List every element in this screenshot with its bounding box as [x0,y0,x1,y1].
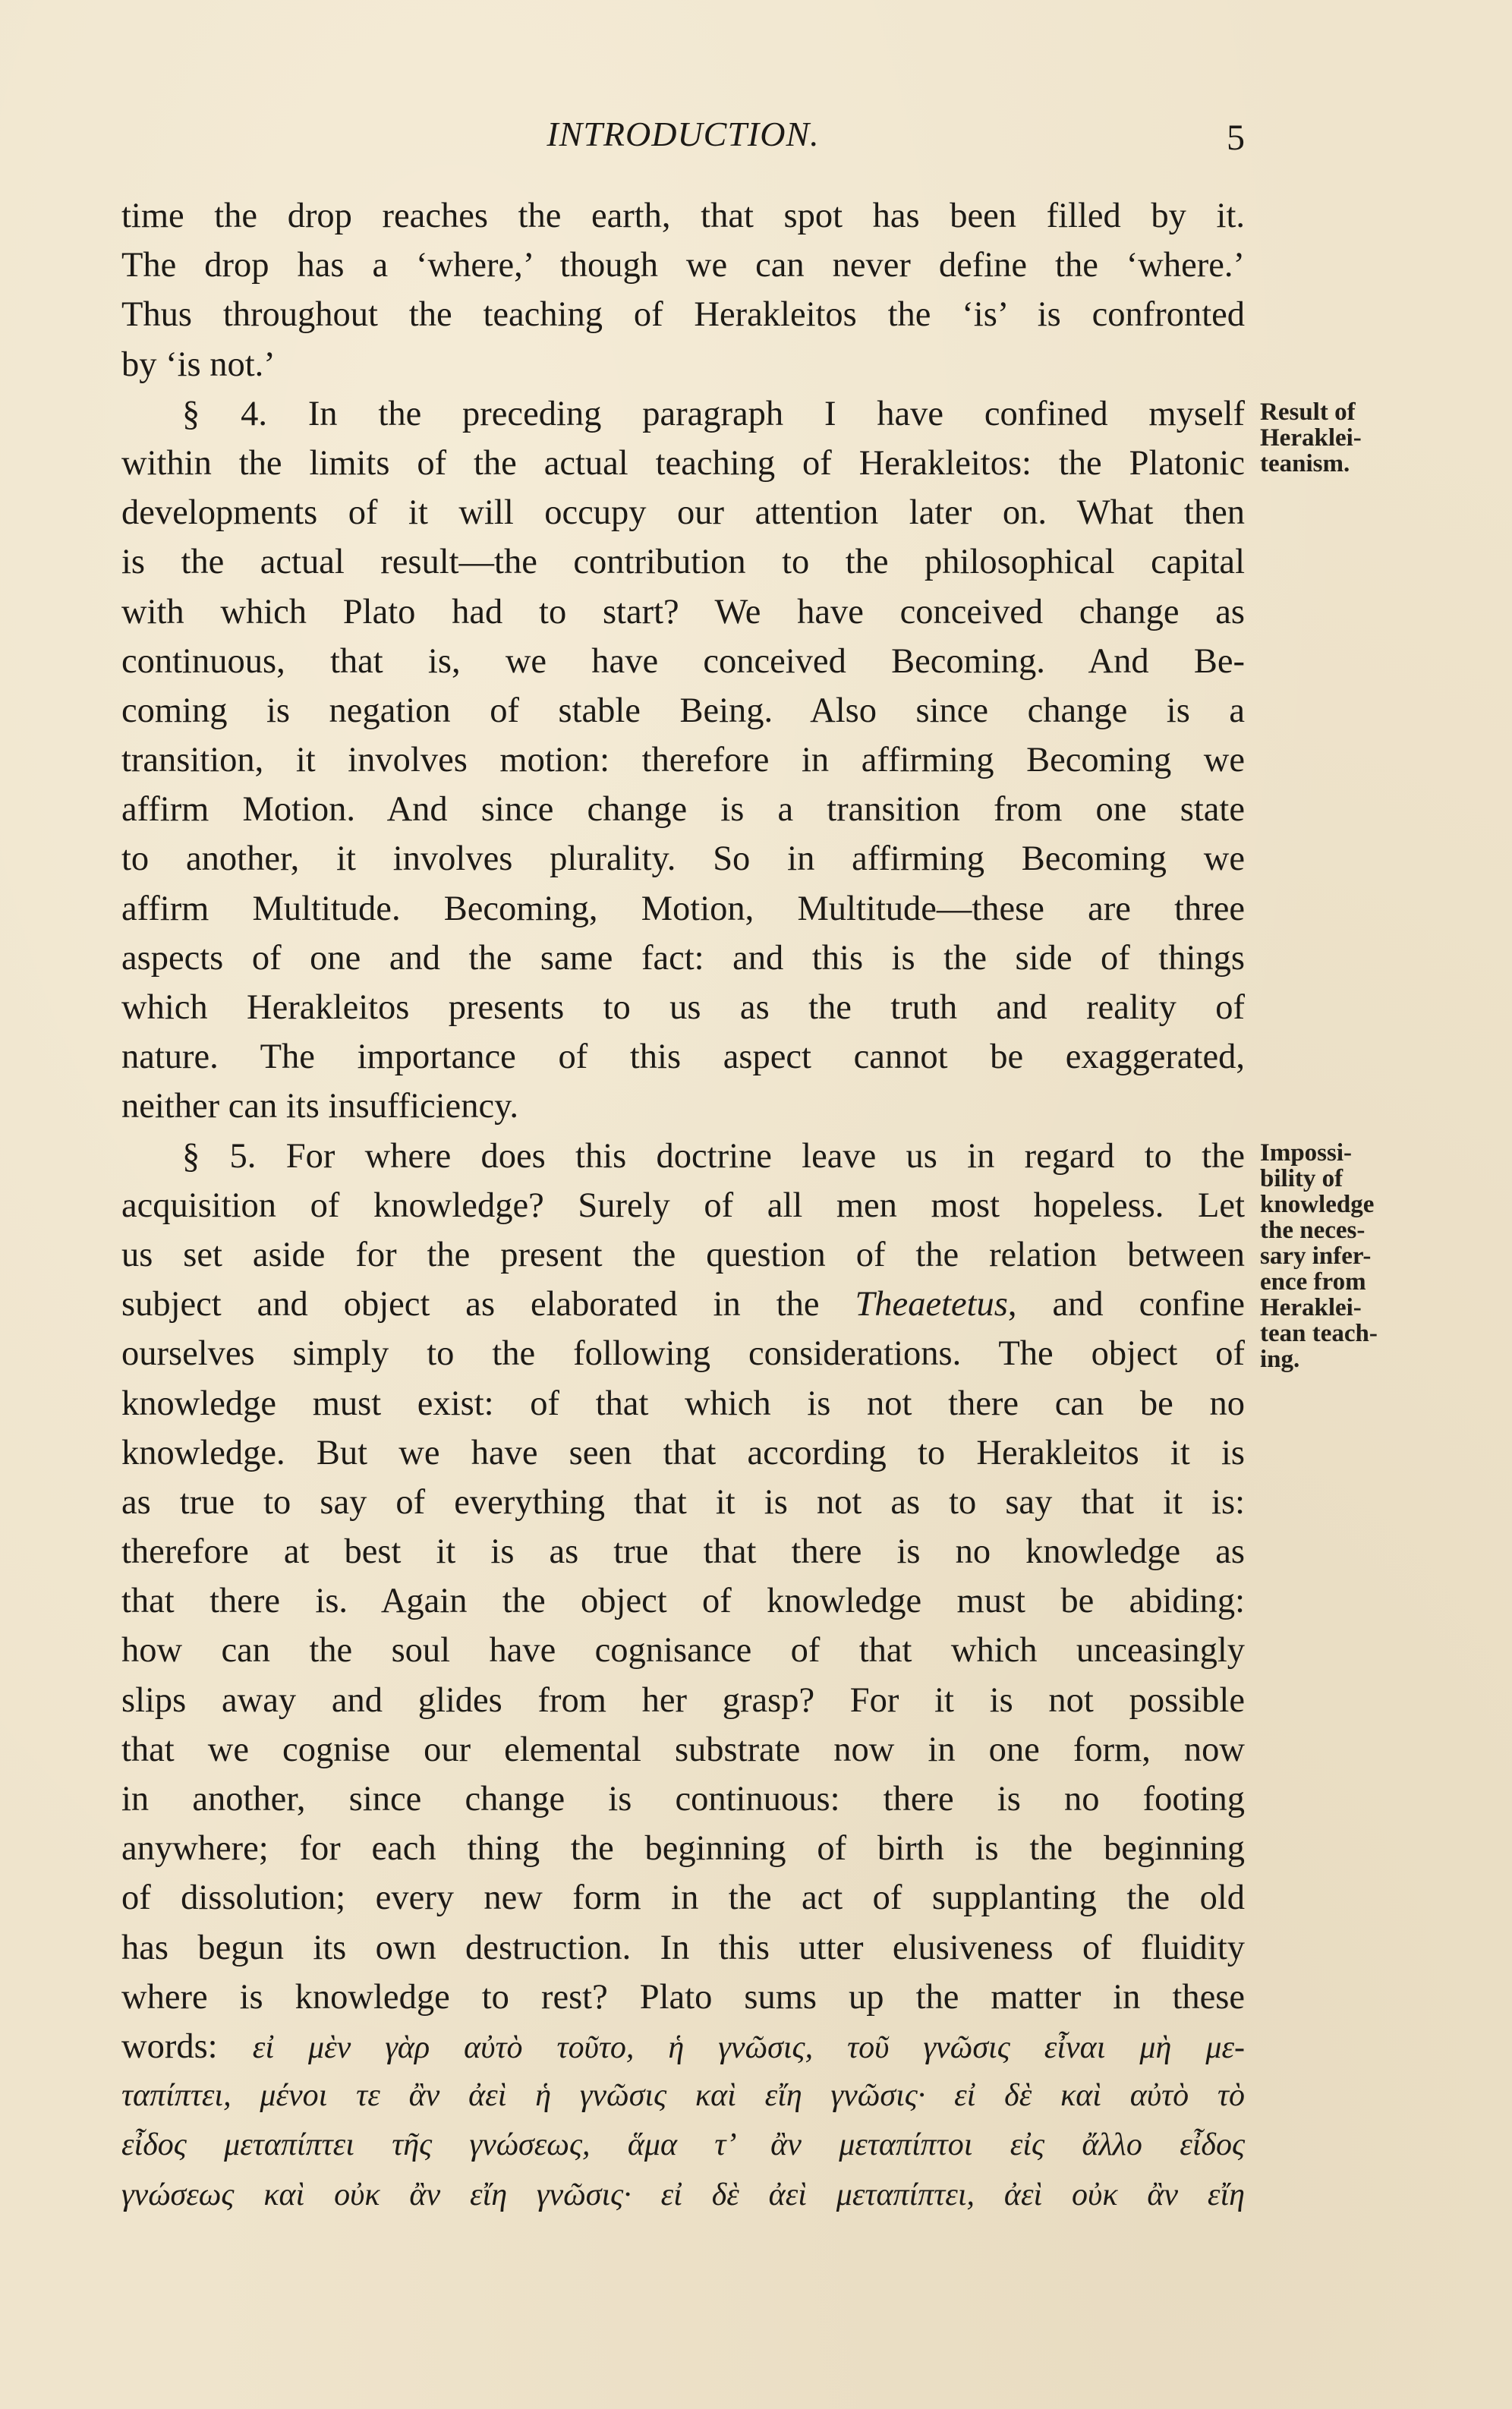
section-4-heading-line: § 4. In the preceding paragraph I have confined myself [182,394,1245,433]
text-line: that there is. Again the object of knowledge must be abiding: [121,1582,1245,1621]
margin-note-line: ence from [1260,1268,1366,1296]
text-line: affirm Motion. And since change is a transition from one state [121,790,1245,830]
text-line: affirm Multitude. Becoming, Motion, Multitude—these are three [121,889,1245,928]
margin-note-line: Result of [1260,398,1356,426]
text-line: within the limits of the actual teaching of Herakleitos: the Platonic [121,443,1245,483]
theaetetus-line [121,1280,1245,1329]
text-line: Thus throughout the teaching of Herakleitos the ‘is’ is confronted [121,295,1245,335]
text-line: aspects of one and the same fact: and this is the side of things [121,938,1245,978]
text-line: to another, it involves plurality. So in affirming Becoming we [121,839,1245,879]
text-line: is the actual result—the contribution to the philosophical capital [121,543,1245,582]
text-line: slips away and glides from her grasp? For it is not possible [121,1680,1245,1720]
greek-quote-line: γνώσεως καὶ οὐκ ἂν εἴη γνῶσις· εἰ δὲ ἀεὶ μεταπίπτει, ἀεὶ οὐκ ἂν εἴη [121,2177,1245,2212]
text-line: acquisition of knowledge? Surely of all men most hopeless. Let [121,1186,1245,1225]
margin-note-line: ing. [1260,1346,1300,1373]
text-line: how can the soul have cognisance of that which unceasingly [121,1631,1245,1671]
text-line: therefore at best it is as true that there is no knowledge as [121,1532,1245,1572]
text-line: in another, since change is continuous: there is no footing [121,1780,1245,1819]
margin-note-line: knowledge [1260,1191,1375,1218]
margin-note-result-of-herakleiteanism [1260,399,1427,477]
text-line: as true to say of everything that it is not as to say that it is: [121,1482,1245,1522]
text-span: subject and object as elaborated in the [121,1285,855,1324]
text-line: where is knowledge to rest? Plato sums up the matter in these [121,1977,1245,2017]
theaetetus-title: Theaetetus [855,1285,1008,1324]
text-line: by ‘is not.’ [121,345,276,384]
margin-note-line: Impossi- [1260,1139,1353,1167]
page-number: 5 [1227,118,1245,158]
text-line: neither can its insufficiency. [121,1087,518,1126]
text-line: has begun its own destruction. In this utter elusiveness of fluidity [121,1928,1245,1967]
greek-quote-line [121,2022,1245,2071]
body-text [121,191,1245,2220]
margin-note-line: sary infer- [1260,1242,1372,1270]
margin-note-line: the neces- [1260,1217,1366,1244]
greek-quote-line: εἶδος μεταπίπτει τῆς γνώσεως, ἅμα τ’ ἂν μεταπίπτοι εἰς ἄλλο εἶδος [121,2127,1245,2163]
greek-text: εἰ μὲν γὰρ αὐτὸ τοῦτο, ἡ γνῶσις, τοῦ γνῶσις εἶναι μὴ με- [252,2030,1245,2065]
text-line: us set aside for the present the question of the relation between [121,1235,1245,1274]
text-line: with which Plato had to start? We have conceived change as [121,592,1245,631]
text-line: coming is negation of stable Being. Also since change is a [121,691,1245,730]
running-title: INTRODUCTION. [547,115,820,153]
greek-quote-line: ταπίπτει, μένοι τε ἂν ἀεὶ ἡ γνῶσις καὶ εἴη γνῶσις· εἰ δὲ καὶ αὐτὸ τὸ [121,2078,1245,2114]
text-line: ourselves simply to the following considerations. The object of [121,1334,1245,1374]
margin-note-line: Heraklei- [1260,1294,1362,1321]
margin-note-line: teanism. [1260,450,1350,477]
text-line: continuous, that is, we have conceived Becoming. And Be- [121,641,1245,681]
text-line: knowledge. But we have seen that according to Herakleitos it is [121,1433,1245,1472]
page-header [121,114,1245,167]
text-line: anywhere; for each thing the beginning of birth is the beginning [121,1829,1245,1869]
text-line: which Herakleitos presents to us as the truth and reality of [121,988,1245,1027]
margin-note-line: Heraklei- [1260,424,1362,452]
margin-note-line: bility of [1260,1165,1343,1192]
text-line: of dissolution; every new form in the act of supplanting the old [121,1878,1245,1918]
text-line: The drop has a ‘where,’ though we can never define the ‘where.’ [121,246,1245,285]
text-line: transition, it involves motion: therefore in affirming Becoming we [121,741,1245,780]
text-span: words: [121,2026,253,2066]
text-line: developments of it will occupy our attention later on. What then [121,493,1245,533]
section-5-heading-line: § 5. For where does this doctrine leave us in regard to the [182,1136,1245,1176]
text-span: , and confine [1007,1285,1245,1324]
margin-note-impossibility-of-knowledge [1260,1140,1427,1372]
text-line: knowledge must exist: of that which is not there can be no [121,1384,1245,1423]
text-line: nature. The importance of this aspect cannot be exaggerated, [121,1038,1245,1077]
margin-note-line: tean teach- [1260,1320,1378,1347]
text-line: that we cognise our elemental substrate now in one form, now [121,1730,1245,1769]
text-line: time the drop reaches the earth, that spot has been filled by it. [121,197,1245,235]
